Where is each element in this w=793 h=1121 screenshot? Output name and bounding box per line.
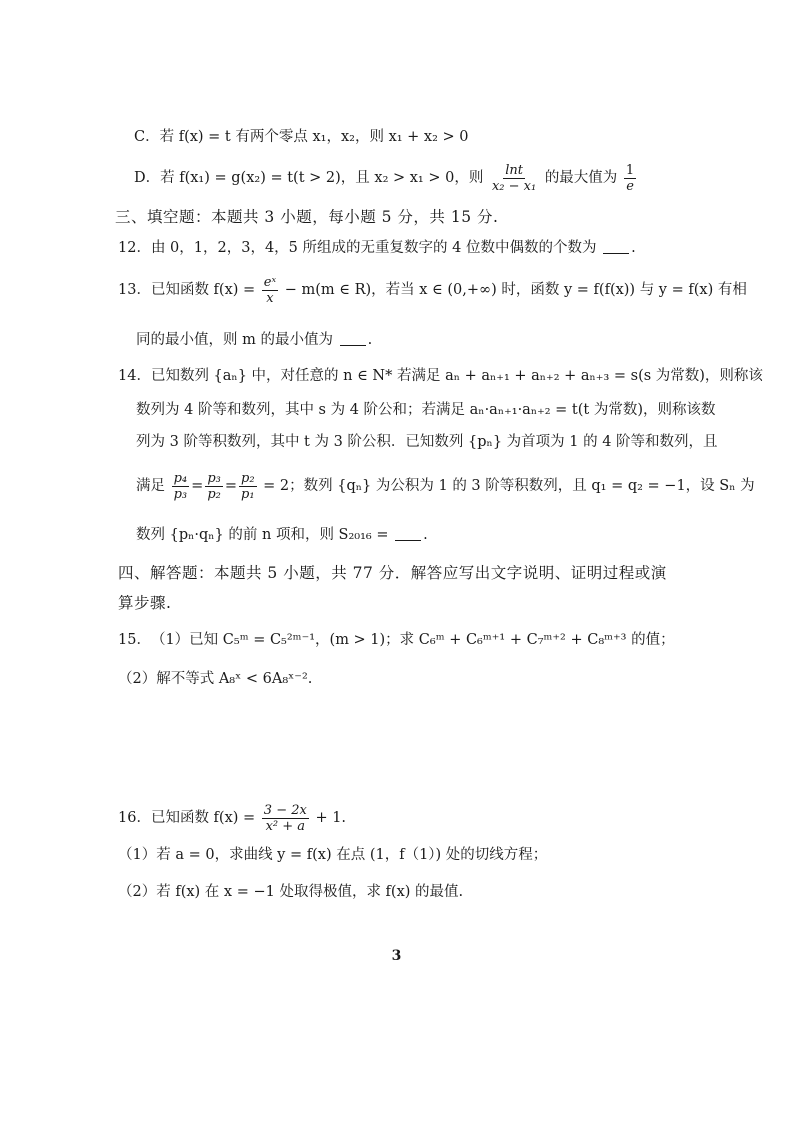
section-3-heading: 三、填空题：本题共 3 小题，每小题 5 分，共 15 分. bbox=[115, 208, 499, 226]
question-16: 16．已知函数 f(x) = $\frac{3 - 2x}{\text{x² + a}}$ + 1. bbox=[118, 802, 347, 834]
q13-fraction: $\frac{\text{eˣ}}{x}$ bbox=[263, 274, 277, 306]
answer-blank bbox=[395, 526, 421, 541]
section-4-heading-line1: 四、解答题：本题共 5 小题，共 77 分．解答应写出文字说明、证明过程或演 bbox=[118, 564, 667, 582]
option-d-text: D．若 f(x₁) = g(x₂) = t(t > 2)，且 x₂ > x₁ > 0，则 bbox=[134, 170, 484, 186]
question-14-line2: 数列为 4 阶等和数列，其中 s 为 4 阶公和；若满足 aₙ·aₙ₊₁·aₙ₊₂ = t(t 为常数)，则称该数 bbox=[136, 402, 716, 418]
question-13-line2: 同的最小值，则 m 的最小值为 . bbox=[136, 332, 373, 348]
question-14-line4: 满足 $\frac{\text{p₄}}{\text{p₃}}$ = $\frac{\text{p₃}}{\text{p₂}}$ = $\frac{\text{p₂}}{\text{p₁}}$ = 2；数列 {qₙ} 为公积为 1 的 3 阶等积数列，且 q₁ = q₂ = −1，设 Sₙ 为 bbox=[136, 470, 755, 502]
question-16-part1: （1）若 a = 0，求曲线 y = f(x) 在点 (1，f（1）) 处的切线方程； bbox=[118, 847, 548, 863]
question-16-part2: （2）若 f(x) 在 x = −1 处取得极值，求 f(x) 的最值. bbox=[118, 884, 464, 900]
question-14-line5: 数列 {pₙ·qₙ} 的前 n 项和，则 S₂₀₁₆ = . bbox=[136, 527, 428, 543]
option-d-fraction: $\frac{\ln t}{\text{x₂ − x₁}}$ bbox=[491, 162, 537, 194]
question-15-part1: 15． （1）已知 C₅ᵐ = C₅²ᵐ⁻¹，(m > 1)；求 C₆ᵐ + C₆ᵐ⁺¹ + C₇ᵐ⁺² + C₈ᵐ⁺³ 的值； bbox=[118, 632, 675, 648]
page-number: 3 bbox=[391, 948, 402, 964]
question-14-line3: 列为 3 阶等积数列，其中 t 为 3 阶公积．已知数列 {pₙ} 为首项为 1 的 4 阶等和数列，且 bbox=[136, 434, 718, 450]
answer-blank bbox=[603, 239, 629, 254]
option-c bbox=[134, 127, 793, 147]
question-15-part2: （2）解不等式 A₈ˣ < 6A₈ˣ⁻². bbox=[118, 671, 313, 687]
option-c-text: C．若 f(x) = t 有两个零点 x₁，x₂，则 x₁ + x₂ > 0 bbox=[134, 129, 469, 145]
question-12: 12．由 0，1，2，3，4，5 所组成的无重复数字的 4 位数中偶数的个数为 . bbox=[118, 240, 636, 256]
option-d-answer-fraction: $\frac{1}{e}$ bbox=[625, 162, 635, 194]
option-d: D．若 f(x₁) = g(x₂) = t(t > 2)，且 x₂ > x₁ > 0，则 $\frac{\ln t}{\text{x₂ − x₁}}$ 的最大值为 $\frac{1}{e}$ bbox=[134, 162, 635, 194]
q16-fraction: $\frac{3 - 2x}{\text{x² + a}}$ bbox=[263, 802, 307, 834]
section-4-heading-line2: 算步骤. bbox=[118, 594, 172, 612]
answer-blank bbox=[340, 331, 366, 346]
question-14-line1: 14．已知数列 {aₙ} 中，对任意的 n ∈ N* 若满足 aₙ + aₙ₊₁ + aₙ₊₂ + aₙ₊₃ = s(s 为常数)，则称该 bbox=[118, 368, 763, 384]
question-13: 13．已知函数 f(x) = $\frac{\text{eˣ}}{x}$ − m(m ∈ R)，若当 x ∈ (0,+∞) 时，函数 y = f(f(x)) 与 y = f(x) 有相 bbox=[118, 274, 747, 306]
